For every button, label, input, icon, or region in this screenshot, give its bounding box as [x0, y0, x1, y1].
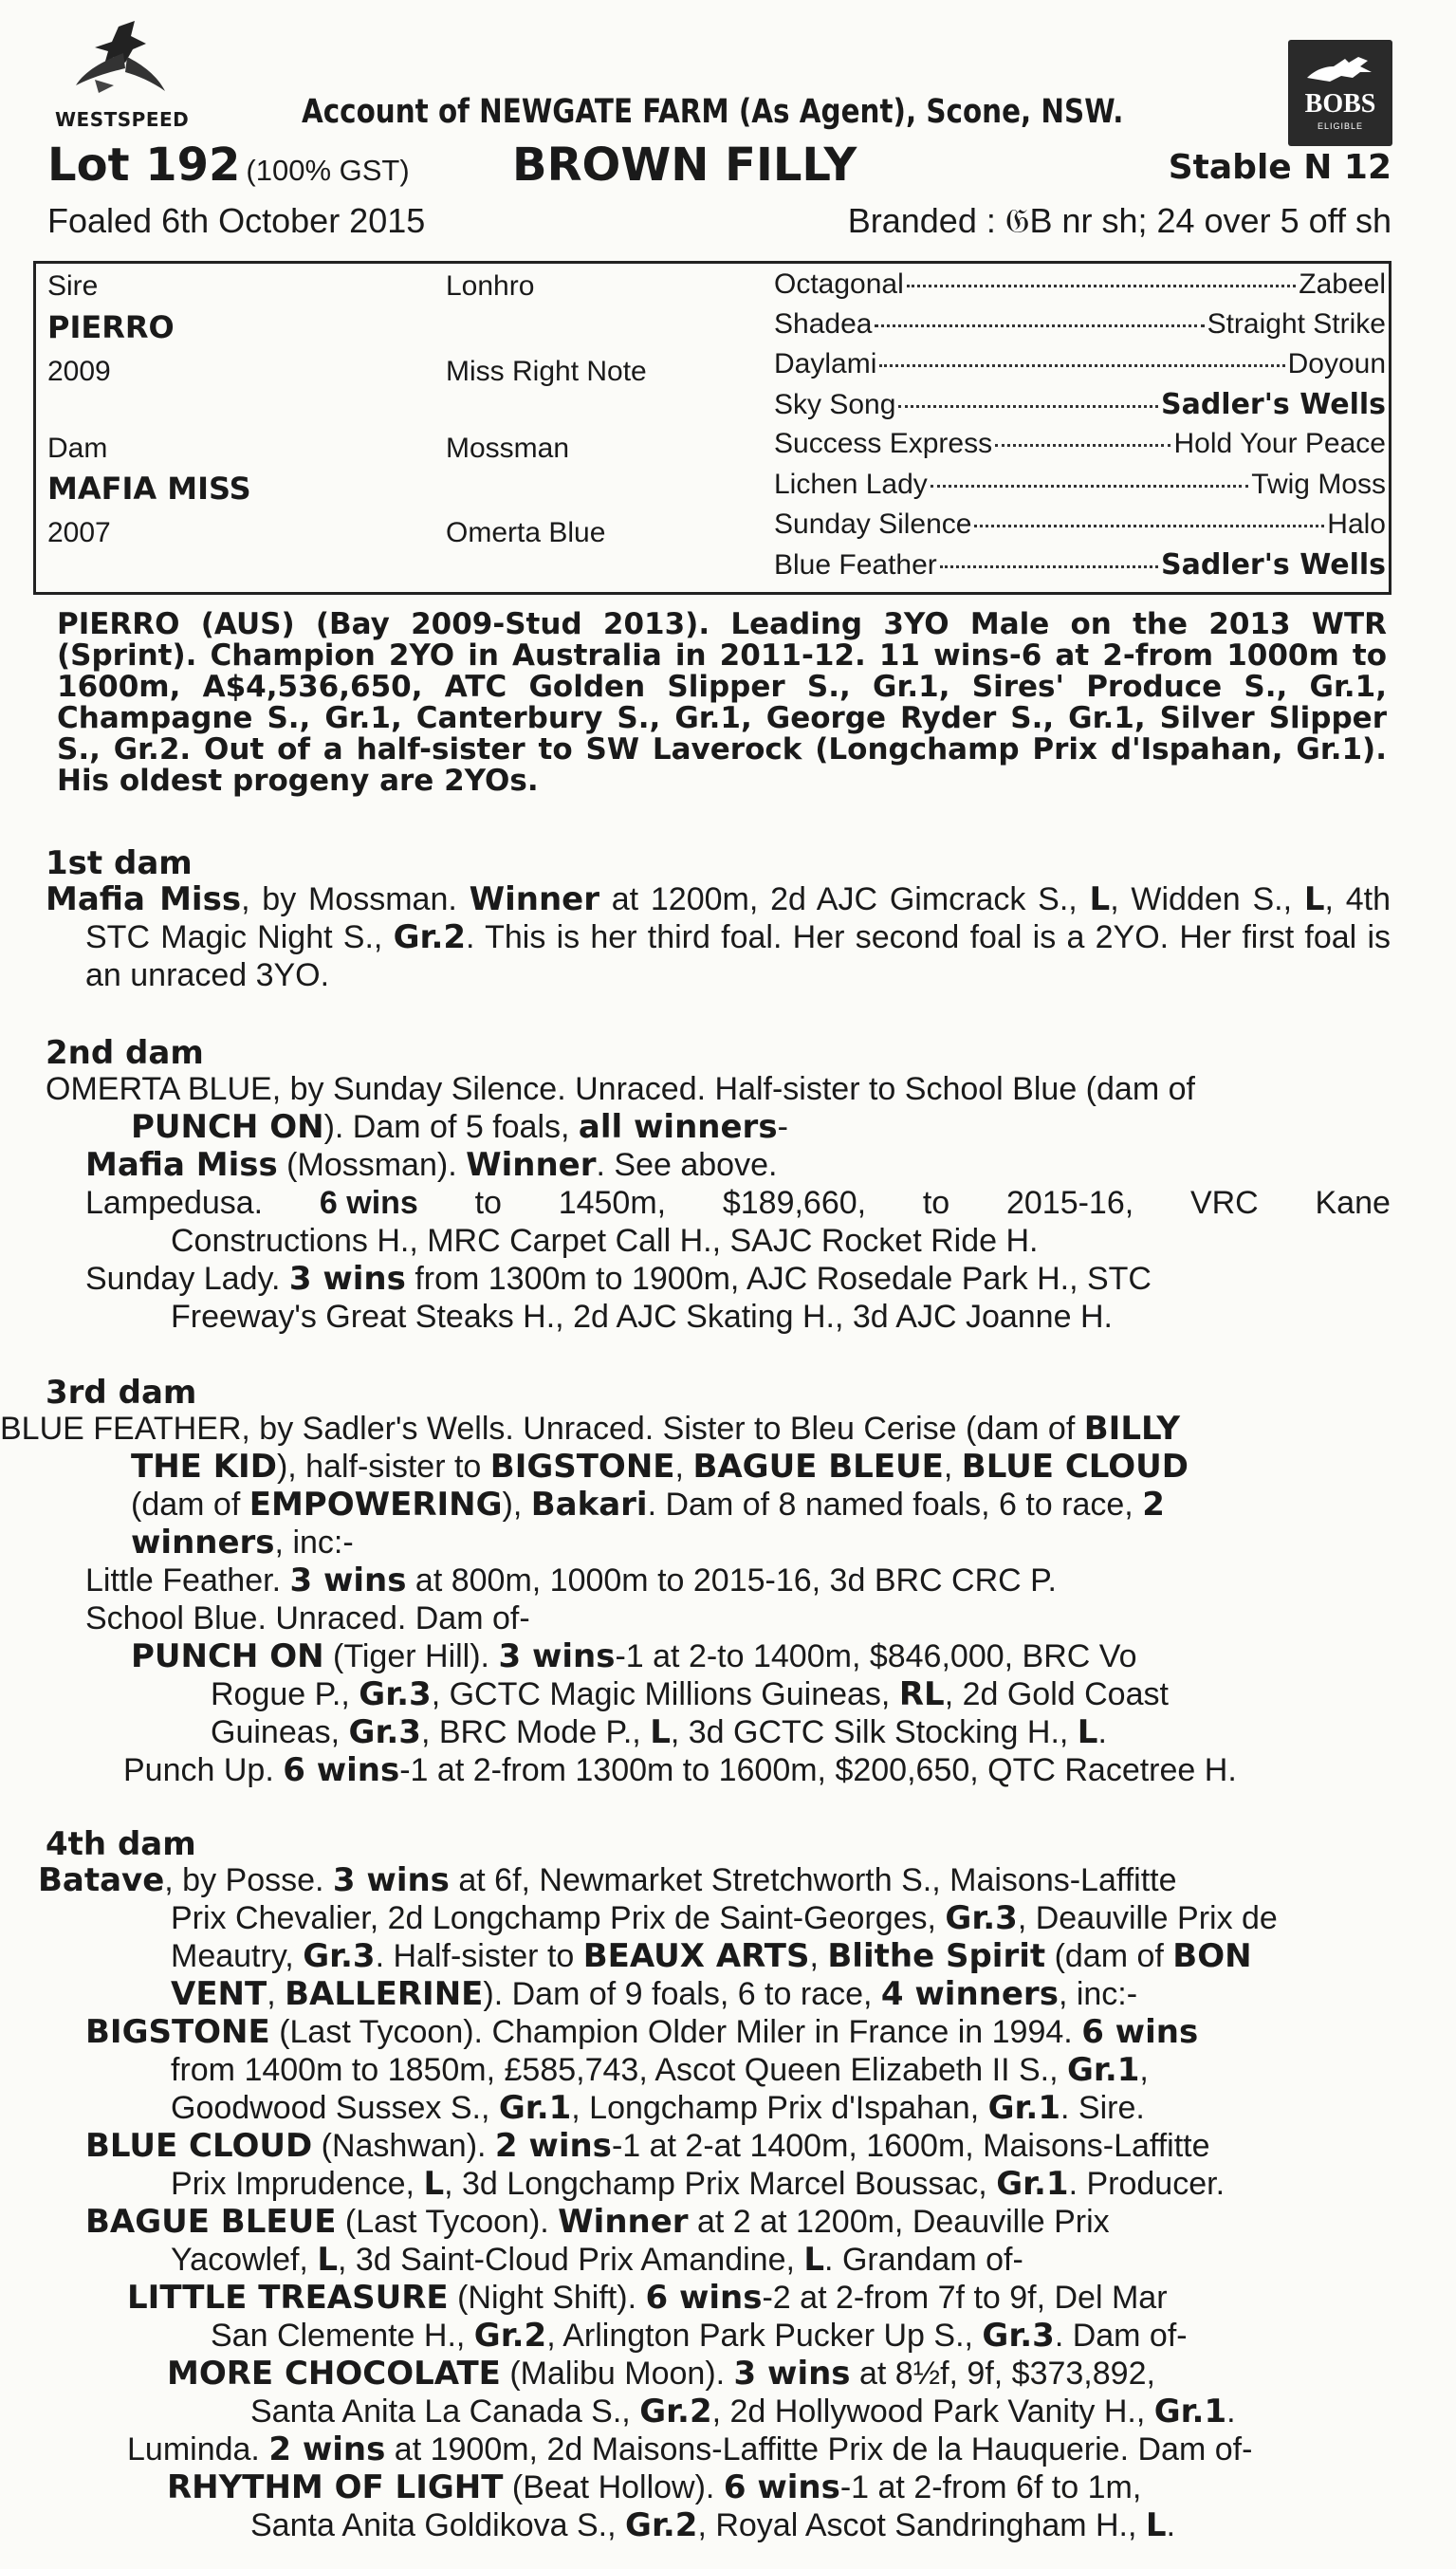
dam-dam: Omerta Blue [446, 517, 606, 548]
account-line: Account of NEWGATE FARM (As Agent), Scone, NSW. [302, 93, 1124, 131]
third-dam-line: Punch Up. 6 wins-1 at 2-from 1300m to 1600m, $200,650, QTC Racetree H. [123, 1751, 1237, 1789]
fourth-dam-line: Santa Anita La Canada S., Gr.2, 2d Hollywood Park Vanity H., Gr.1. [250, 2393, 1236, 2430]
grand-row: Lichen Lady Twig Moss [774, 469, 1386, 500]
sire-dam: Miss Right Note [446, 356, 647, 387]
dam-name: MAFIA MISS [47, 471, 251, 507]
third-dam-heading: 3rd dam [46, 1374, 197, 1412]
foaled-date: Foaled 6th October 2015 [47, 201, 426, 240]
bird-logo-icon [66, 19, 180, 104]
sire-sire: Lonhro [446, 270, 535, 302]
third-dam-line: PUNCH ON (Tiger Hill). 3 wins-1 at 2-to 1400m, $846,000, BRC Vo [131, 1637, 1137, 1675]
fourth-dam-line: San Clemente H., Gr.2, Arlington Park Pucker Up S., Gr.3. Dam of- [211, 2317, 1188, 2355]
fourth-dam-line: BAGUE BLEUE (Last Tycoon). Winner at 2 at 1200m, Deauville Prix [85, 2203, 1110, 2241]
sire-summary: PIERRO (AUS) (Bay 2009-Stud 2013). Leading 3YO Male on the 2013 WTR (Sprint). Champion 2YO in Australia in 2011-12. 11 wins-6 at 2-from 1000m to 1600m, A$4,536,650, ATC Golden Slipper S., Gr.1, Sires' Produce S., Gr.1, Champagne S., Gr.1, Canterbury S., Gr.1, George Ryder S., Gr.1, Silver Slipper S., Gr.2. Out of a half-sister to SW Laverock (Longchamp Prix d'Ispahan, Gr.1). His oldest progeny are 2YOs. [57, 607, 1387, 798]
fourth-dam-line: Goodwood Sussex S., Gr.1, Longchamp Prix d'Ispahan, Gr.1. Sire. [171, 2089, 1145, 2127]
sire-year: 2009 [47, 356, 111, 387]
fourth-dam-line: BLUE CLOUD (Nashwan). 2 wins-1 at 2-at 1400m, 1600m, Maisons-Laffitte [85, 2127, 1210, 2165]
fourth-dam-line: from 1400m to 1850m, £585,743, Ascot Queen Elizabeth II S., Gr.1, [171, 2051, 1149, 2089]
third-dam-line: BLUE FEATHER, by Sadler's Wells. Unraced. Sister to Bleu Cerise (dam of BILLY [0, 1410, 1180, 1448]
fourth-dam-line: Luminda. 2 wins at 1900m, 2d Maisons-Laffitte Prix de la Hauquerie. Dam of- [127, 2430, 1253, 2468]
second-dam-line: OMERTA BLUE, by Sunday Silence. Unraced. Half-sister to School Blue (dam of [46, 1071, 1195, 1107]
fourth-dam-line: Meautry, Gr.3. Half-sister to BEAUX ARTS, Blithe Spirit (dam of BON [171, 1937, 1252, 1975]
dam-sire: Mossman [446, 433, 570, 464]
sire-name: PIERRO [47, 309, 175, 345]
lot-line [47, 139, 410, 192]
grand-row: Octagonal Zabeel [774, 268, 1386, 300]
grand-row: Daylami Doyoun [774, 348, 1386, 379]
lot-number: Lot 192 [47, 139, 241, 192]
third-dam-line: School Blue. Unraced. Dam of- [85, 1600, 530, 1636]
second-dam-line: Sunday Lady. 3 wins from 1300m to 1900m, AJC Rosedale Park H., STC [85, 1260, 1152, 1298]
fourth-dam-line: Batave, by Posse. 3 wins at 6f, Newmarket Stretchworth S., Maisons-Laffitte [38, 1861, 1177, 1899]
first-dam-text: Mafia Miss, by Mossman. Winner at 1200m, 2d AJC Gimcrack S., L, Widden S., L, 4th STC Magic Night S., Gr.2. This is her third foal. Her second foal is a 2YO. Her first foal is an unraced 3YO. [46, 880, 1391, 993]
third-dam-line: Little Feather. 3 wins at 800m, 1000m to 2015-16, 3d BRC CRC P. [85, 1562, 1057, 1599]
bobs-text: BOBS [1304, 89, 1376, 119]
stable-number: Stable N 12 [1168, 148, 1391, 187]
westspeed-logo [55, 19, 188, 138]
grand-row: Blue Feather Sadler's Wells [774, 548, 1386, 582]
second-dam-line: Freeway's Great Steaks H., 2d AJC Skating H., 3d AJC Joanne H. [171, 1299, 1113, 1335]
grand-row: Sunday Silence Halo [774, 508, 1386, 540]
fourth-dam-heading: 4th dam [46, 1825, 196, 1863]
third-dam-line: winners, inc:- [131, 1524, 354, 1562]
third-dam-line: Guineas, Gr.3, BRC Mode P., L, 3d GCTC Silk Stocking H., L. [211, 1713, 1107, 1751]
second-dam-line: Mafia Miss (Mossman). Winner. See above. [85, 1146, 778, 1184]
fourth-dam-line: Santa Anita Goldikova S., Gr.2, Royal Ascot Sandringham H., L. [250, 2506, 1176, 2544]
bobs-subtext: ELIGIBLE [1317, 121, 1364, 131]
fourth-dam-line: Prix Imprudence, L, 3d Longchamp Prix Marcel Boussac, Gr.1. Producer. [171, 2165, 1226, 2203]
sire-label: Sire [47, 270, 99, 302]
bobs-logo [1288, 40, 1392, 146]
second-dam-heading: 2nd dam [46, 1034, 204, 1072]
fourth-dam-line: VENT, BALLERINE). Dam of 9 foals, 6 to race, 4 winners, inc:- [171, 1975, 1138, 2013]
fourth-dam-line: MORE CHOCOLATE (Malibu Moon). 3 wins at 8½f, 9f, $373,892, [167, 2355, 1155, 2393]
westspeed-text: WESTSPEED [55, 108, 190, 131]
dam-year: 2007 [47, 517, 111, 548]
second-dam-line: PUNCH ON). Dam of 5 foals, all winners- [131, 1108, 788, 1146]
grand-row: Sky Song Sadler's Wells [774, 388, 1386, 421]
brand-marks: Branded : 𝔊B nr sh; 24 over 5 off sh [847, 201, 1391, 240]
fourth-dam-line: BIGSTONE (Last Tycoon). Champion Older Miler in France in 1994. 6 wins [85, 2013, 1199, 2051]
fourth-dam-line: Prix Chevalier, 2d Longchamp Prix de Saint-Georges, Gr.3, Deauville Prix de [171, 1899, 1278, 1937]
fourth-dam-line: RHYTHM OF LIGHT (Beat Hollow). 6 wins-1 at 2-from 6f to 1m, [167, 2468, 1142, 2506]
second-dam-line: Constructions H., MRC Carpet Call H., SAJC Rocket Ride H. [171, 1223, 1039, 1259]
fourth-dam-line: Yacowlef, L, 3d Saint-Cloud Prix Amandine, L. Grandam of- [171, 2241, 1023, 2279]
third-dam-line: Rogue P., Gr.3, GCTC Magic Millions Guineas, RL, 2d Gold Coast [211, 1675, 1169, 1713]
gst-note: (100% GST) [246, 154, 410, 187]
third-dam-line: (dam of EMPOWERING), Bakari. Dam of 8 named foals, 6 to race, 2 [131, 1486, 1165, 1524]
third-dam-line: THE KID), half-sister to BIGSTONE, BAGUE BLEUE, BLUE CLOUD [131, 1448, 1189, 1486]
second-dam-line: Lampedusa. 6 wins to 1450m, $189,660, to 2015-16, VRC Kane [85, 1185, 1391, 1221]
fourth-dam-line: LITTLE TREASURE (Night Shift). 6 wins-2 at 2-from 7f to 9f, Del Mar [127, 2279, 1168, 2317]
horse-logo-icon [1301, 49, 1379, 87]
first-dam-heading: 1st dam [46, 844, 193, 882]
dam-label: Dam [47, 433, 108, 464]
horse-description: BROWN FILLY [512, 139, 857, 192]
grand-row: Success Express Hold Your Peace [774, 428, 1386, 459]
grand-row: Shadea Straight Strike [774, 308, 1386, 340]
